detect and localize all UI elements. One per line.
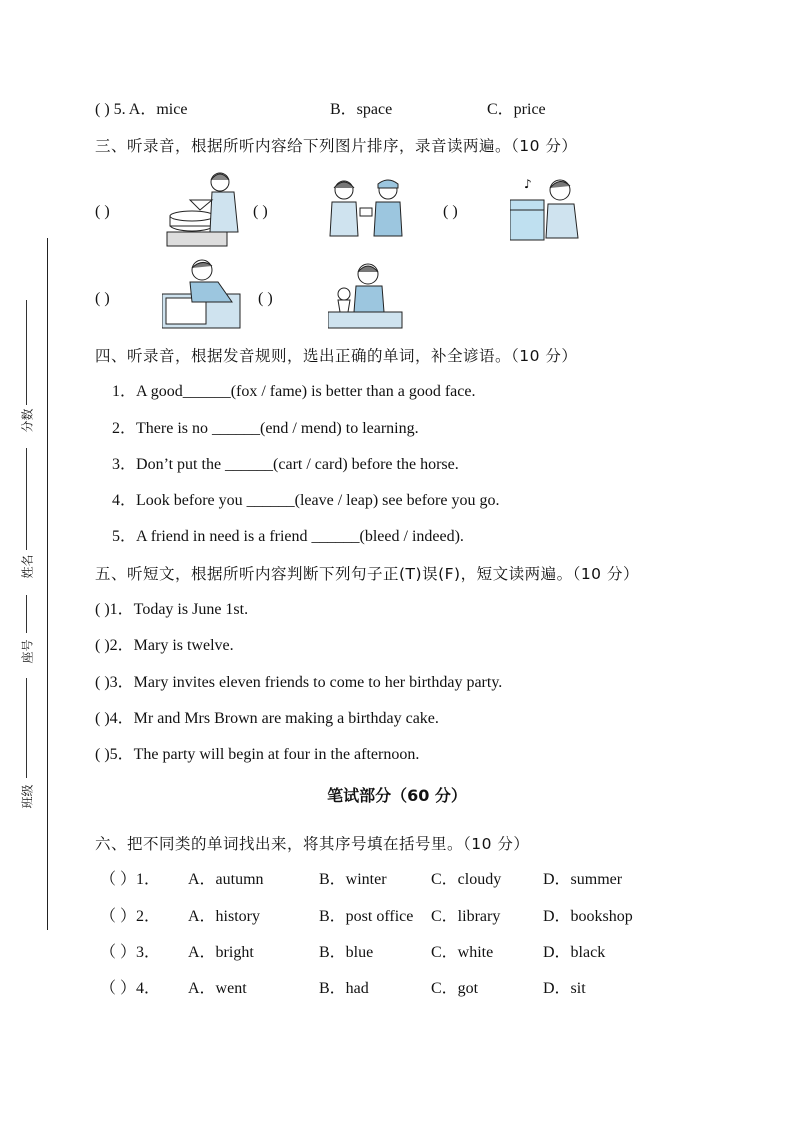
statement-text: 3．Mary invites eleven friends to come to her birthday party. (109, 674, 503, 691)
item-text: (end / mend) to learning. (260, 420, 419, 437)
s6-4-option-c: C．got (431, 980, 479, 997)
section-3-title: 三、听录音，根据所听内容给下列图片排序，录音读两遍。（10 分） (95, 137, 578, 155)
s3-paren-3[interactable]: ( ) (443, 203, 458, 220)
woman-with-puppet-picture (328, 262, 404, 330)
statement-text: 2．Mary is twelve. (109, 637, 234, 654)
answer-paren[interactable]: ( ) (95, 101, 110, 118)
s6-1-option-d: D．summer (543, 871, 623, 888)
item-number: 3． (112, 456, 137, 473)
s6-2-option-b: B．post office (319, 908, 414, 925)
answer-paren[interactable]: （ ） (100, 944, 137, 961)
s6-3-option-a: A．bright (188, 944, 254, 961)
answer-paren[interactable]: （ ） (100, 871, 137, 888)
item-text: Don’t put the (136, 456, 222, 473)
students-talking-picture (322, 176, 412, 246)
s4-item-2 (112, 419, 419, 439)
item-text: Look before you (136, 492, 243, 509)
answer-blank[interactable]: ______ (225, 456, 274, 473)
piano-icon (510, 176, 580, 242)
answer-blank[interactable]: ______ (246, 492, 295, 509)
item-text: (fox / fame) is better than a good face. (230, 383, 476, 400)
boy-playing-piano-picture (510, 176, 580, 242)
q5-option-b: B．space (330, 101, 393, 118)
score-label: 分数 (20, 408, 35, 433)
score-rule (26, 300, 27, 405)
s6-3-option-d: D．black (543, 944, 606, 961)
written-part-title: 笔试部分（60 分） (327, 786, 467, 805)
seat-label: 座号 (20, 639, 35, 664)
item-text: (leave / leap) see before you go. (294, 492, 500, 509)
boy-drawing-picture (162, 258, 242, 330)
woman-decorating-cake-picture (162, 170, 242, 250)
item-text: (cart / card) before the horse. (273, 456, 459, 473)
answer-paren[interactable]: （ ） (100, 908, 137, 925)
class-rule (26, 678, 27, 778)
item-number: 3． (136, 944, 161, 961)
statement-text: 1．Today is June 1st. (109, 601, 249, 618)
s6-2-option-c: C．library (431, 908, 501, 925)
item-number: 4． (136, 980, 161, 997)
answer-paren[interactable]: ( ) (95, 637, 110, 654)
s4-item-3 (112, 455, 459, 475)
s6-3-option-c: C．white (431, 944, 494, 961)
class-label: 班级 (20, 784, 35, 809)
s3-paren-5[interactable]: ( ) (258, 290, 273, 307)
s6-4-option-a: A．went (188, 980, 247, 997)
item-number: 5． (112, 528, 137, 545)
s6-3-option-b: B．blue (319, 944, 374, 961)
s6-item-3 (100, 943, 160, 963)
puppet-icon (328, 262, 404, 330)
item-text: A good (136, 383, 183, 400)
item-text: (bleed / indeed). (359, 528, 464, 545)
s5-item-4 (95, 709, 439, 729)
s4-item-5 (112, 527, 464, 547)
s6-item-1 (100, 870, 160, 890)
item-number: 1． (112, 383, 137, 400)
answer-paren[interactable]: ( ) (95, 746, 110, 763)
item-number: 1． (136, 871, 161, 888)
q5-option-c: C．price (487, 101, 546, 118)
statement-text: 5．The party will begin at four in the afternoon. (109, 746, 420, 763)
q5-row (95, 100, 187, 120)
item-text: A friend in need is a friend (136, 528, 308, 545)
s5-item-5 (95, 745, 419, 765)
drawing-icon (162, 258, 242, 330)
answer-blank[interactable]: ______ (311, 528, 360, 545)
s6-1-option-c: C．cloudy (431, 871, 502, 888)
s6-2-option-d: D．bookshop (543, 908, 633, 925)
s3-paren-2[interactable]: ( ) (253, 203, 268, 220)
s6-item-4 (100, 979, 160, 999)
binding-line (47, 238, 48, 930)
section-5-title: 五、听短文，根据所听内容判断下列句子正(T)误(F)，短文读两遍。（10 分） (95, 565, 639, 583)
s6-1-option-a: A．autumn (188, 871, 264, 888)
s6-4-option-d: D．sit (543, 980, 586, 997)
students-icon (322, 176, 412, 246)
s6-4-option-b: B．had (319, 980, 369, 997)
svg-text:♪: ♪ (524, 177, 532, 191)
s6-1-option-b: B．winter (319, 871, 387, 888)
item-number: 2． (136, 908, 161, 925)
item-text: There is no (136, 420, 208, 437)
s5-item-2 (95, 636, 234, 656)
answer-paren[interactable]: （ ） (100, 980, 137, 997)
answer-paren[interactable]: ( ) (95, 674, 110, 691)
answer-blank[interactable]: ______ (182, 383, 231, 400)
answer-paren[interactable]: ( ) (95, 601, 110, 618)
s3-paren-1[interactable]: ( ) (95, 203, 110, 220)
s5-item-3 (95, 673, 502, 693)
item-number: 2． (112, 420, 137, 437)
answer-paren[interactable]: ( ) (95, 710, 110, 727)
s4-item-1 (112, 382, 475, 402)
name-label: 姓名 (20, 554, 35, 579)
statement-text: 4．Mr and Mrs Brown are making a birthday cake. (109, 710, 439, 727)
s4-item-4 (112, 491, 499, 511)
item-number: 4． (112, 492, 137, 509)
seat-rule (26, 595, 27, 633)
s6-item-2 (100, 907, 160, 927)
s5-item-1 (95, 600, 248, 620)
cake-icon (162, 170, 242, 250)
section-4-title: 四、听录音，根据发音规则，选出正确的单词，补全谚语。（10 分） (95, 347, 578, 365)
answer-blank[interactable]: ______ (212, 420, 260, 437)
s3-paren-4[interactable]: ( ) (95, 290, 110, 307)
section-6-title: 六、把不同类的单词找出来，将其序号填在括号里。（10 分） (95, 835, 530, 853)
s6-2-option-a: A．history (188, 908, 261, 925)
q5-option-a: 5. A．mice (113, 101, 188, 118)
name-rule (26, 448, 27, 550)
